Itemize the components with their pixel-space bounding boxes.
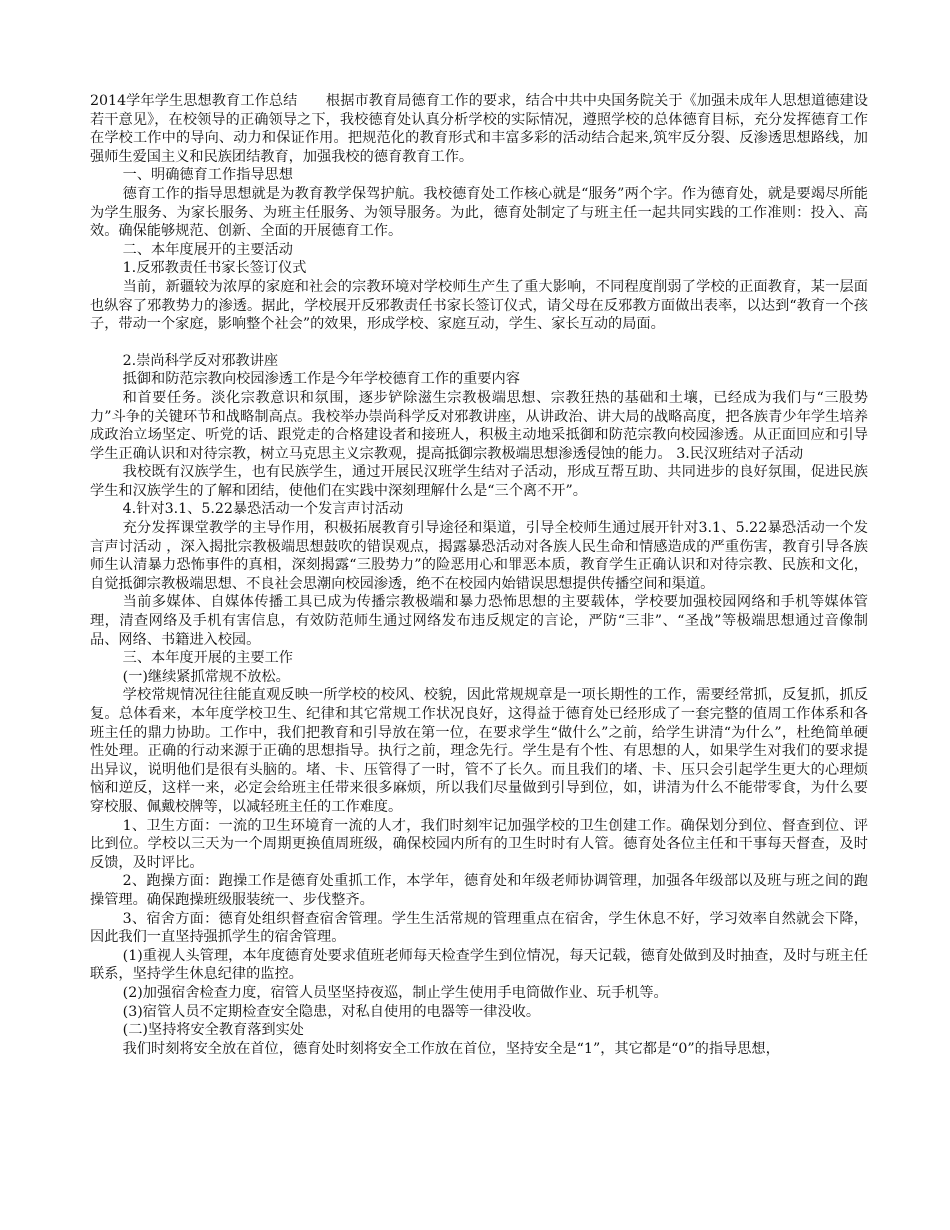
paragraph: 三、本年度开展的主要工作 [122,650,293,667]
intro-paragraph: 2014学年学生思想教育工作总结 根据市教育局德育工作的要求，结合中共中央国务院关于《加强未成年人思想道德建设若干意见》，在校领导的正确领导之下，我校德育处认真分析学校的实际情况，遵照学校的总体德育目标，充分发挥德育工作在学校工作中的导向、动力和保证作用。把规范化的教育形式和丰富多彩的活动结合起来,筑牢反分裂、反渗透思想路线，加强师生爱国主义和民族团结教育，加强我校的德育教育工作。 [90,93,868,165]
paragraph: 2.崇尚科学反对邪教讲座 [122,352,279,369]
document-body [90,92,868,1058]
paragraph: 和首要任务。淡化宗教意识和氛围，逐步铲除滋生宗教极端思想、宗教狂热的基础和土壤，已经成为我们与“三股势力”斗争的关键环节和战略制高点。我校举办崇尚科学反对邪教讲座，从讲政治、讲大局的战略高度，把各族青少年学生培养成政治立场坚定、听党的话、跟党走的合格建设者和接班人，积极主动地采抵御和防范宗教向校园渗透。从正面回应和引导学生正确认识和对待宗教，树立马克思主义宗教观，提高抵御宗教极端思想渗透侵蚀的能力。 3.民汉班结对子活动 [90,389,868,462]
paragraph: 抵御和防范宗教向校园渗透工作是今年学校德育工作的重要内容 [122,371,520,388]
paragraph: 当前，新疆较为浓厚的家庭和社会的宗教环境对学校师生产生了重大影响，不同程度削弱了学校的正面教育，某一层面也纵容了邪教势力的渗透。据此，学校展开反邪教责任书家长签订仪式，请父母在反邪教方面做出表率，以达到“教育一个孩子，带动一个家庭，影响整个社会”的效果，形成学校、家庭互动，学生、家长互动的局面。 [90,278,868,333]
paragraph: 4.针对3.1、5.22暴恐活动一个发言声讨活动 [122,501,404,518]
paragraph: 学校常规情况往往能直观反映一所学校的校风、校貌，因此常规规章是一项长期性的工作，需要经常抓，反复抓，抓反复。总体看来，本年度学校卫生、纪律和其它常规工作状况良好，这得益于德育处已经形成了一套完整的值周工作体系和各班主任的鼎力协助。工作中，我们把教育和引导放在第一位，在要求学生“做什么”之前，给学生讲清“为什么”，杜绝简单硬性处理。正确的行动来源于正确的思想指导。执行之前，理念先行。学生是有个性、有思想的人，如果学生对我们的要求提出异议，说明他们是很有头脑的。堵、卡、压管得了一时，管不了长久。而且我们的堵、卡、压只会引起学生更大的心理烦恼和逆反，这样一来，必定会给班主任带来很多麻烦，所以我们尽量做到引导到位，如，讲清为什么不能带零食，为什么要穿校服、佩戴校牌等，以减轻班主任的工作难度。 [90,687,868,815]
paragraph: 我们时刻将安全放在首位，德育处时刻将安全工作放在首位，坚持安全是“1”，其它都是“0”的指导思想， [122,1040,780,1057]
paragraph: (1)重视人头管理，本年度德育处要求值班老师每天检查学生到位情况，每天记载，德育处做到及时抽查，及时与班主任联系，坚持学生休息纪律的监控。 [90,947,868,983]
paragraph: 德育工作的指导思想就是为教育教学保驾护航。我校德育处工作核心就是“服务”两个字。作为德育处，就是要竭尽所能为学生服务、为家长服务、为班主任服务、为领导服务。为此，德育处制定了与班主任一起共同实践的工作准则：投入、高效。确保能够规范、创新、全面的开展德育工作。 [90,185,868,240]
paragraph: 2、跑操方面：跑操工作是德育处重抓工作，本学年，德育处和年级老师协调管理，加强各年级部以及班与班之间的跑操管理。确保跑操班级服装统一、步伐整齐。 [90,873,868,908]
paragraph: 1、卫生方面：一流的卫生环境育一流的人才，我们时刻牢记加强学校的卫生创建工作。确保划分到位、督查到位、评比到位。学校以三天为一个周期更换值周班级，确保校园内所有的卫生时时有人管。德育处各位主任和干事每天督查，及时反馈，及时评比。 [90,817,868,871]
paragraph: (二)坚持将安全教育落到实处 [122,1022,304,1039]
paragraph: 二、本年度展开的主要活动 [122,241,293,258]
paragraph: 充分发挥课堂教学的主导作用，积极拓展教育引导途径和渠道，引导全校师生通过展开针对3.1、5.22暴恐活动一个发言声讨活动 ，深入揭批宗教极端思想鼓吹的错误观点，揭露暴恐活动对各族人民生命和情感造成的严重伤害，教育引导各族师生认清暴力恐怖事件的真相，深刻揭露“三股势力”的险恶用心和罪恶本质，教育学生正确认识和对待宗教、民族和文化，自觉抵御宗教极端思想、不良社会思潮向校园渗透，绝不在校园内始错误思想提供传播空间和渠道。 [90,520,868,592]
paragraph: 1.反邪教责任书家长签订仪式 [122,260,307,277]
paragraph: 我校既有汉族学生，也有民族学生，通过开展民汉班学生结对子活动，形成互帮互助、共同进步的良好氛围，促进民族学生和汉族学生的了解和团结，使他们在实践中深刻理解什么是“三个离不开”。 [90,464,868,499]
paragraph: (一)继续紧抓常规不放松。 [122,668,290,685]
paragraph-gap [90,334,868,352]
paragraph: 3、宿舍方面：德育处组织督查宿舍管理。学生生活常规的管理重点在宿舍，学生休息不好，学习效率自然就会下降，因此我们一直坚持强抓学生的宿舍管理。 [90,910,868,946]
paragraph: 当前多媒体、自媒体传播工具已成为传播宗教极端和暴力恐怖思想的主要载体，学校要加强校园网络和手机等媒体管理，清查网络及手机有害信息，有效防范师生通过网络发布违反规定的言论，严防“三非”、“圣战”等极端思想通过音像制品、网络、书籍进入校园。 [90,594,868,648]
paragraph: (2)加强宿舍检查力度，宿管人员坚坚持夜巡，制止学生使用手电筒做作业、玩手机等。 [122,984,668,1001]
paragraph: 一、明确德育工作指导思想 [122,167,293,184]
paragraph: (3)宿管人员不定期检查安全隐患，对私自使用的电器等一律没收。 [122,1003,541,1020]
